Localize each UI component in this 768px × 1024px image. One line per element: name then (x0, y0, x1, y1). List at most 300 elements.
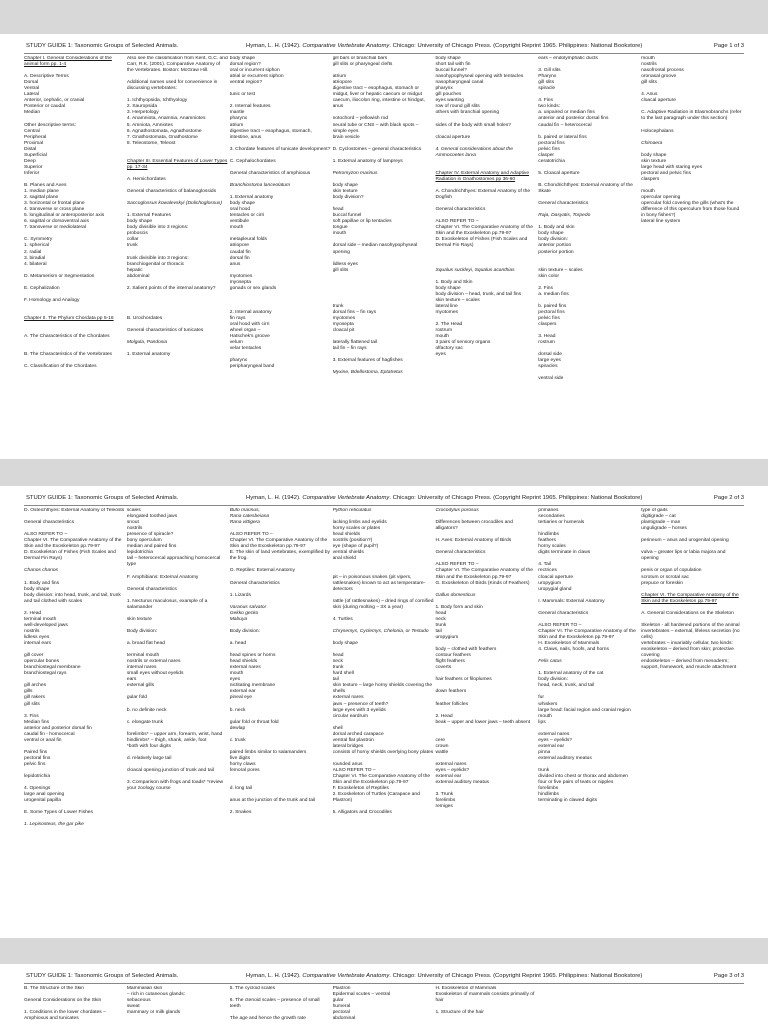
text-line: small eyes without eyelids (126, 671, 184, 677)
text-line: body division: (538, 677, 568, 683)
text-line: rostrum (538, 340, 555, 346)
text-line: vestibule (229, 219, 250, 225)
text-line: proboscis (126, 231, 148, 237)
text-line: A. Hemichordates (126, 176, 166, 182)
text-line: 6. The ctenoid scales – presence of small teeth (229, 998, 320, 1010)
text-line: 3 pairs of sensory organs (435, 340, 491, 346)
page-number: Page 1 of 3 (713, 43, 744, 49)
page-title: STUDY GUIDE 1: Taxonomic Groups of Selected Animals. (26, 973, 179, 979)
text-line: pectoral and pelvic fins (641, 170, 691, 176)
text-line: 3. Herpetology (126, 110, 159, 116)
text-line: 1. spherical (24, 243, 50, 249)
text-line: E. Some Types of Lower Fishes (24, 810, 93, 816)
text-line: femoral pores (229, 768, 260, 774)
text-line: 1. Necturus maculosus, example of a salamander (126, 598, 208, 610)
text-line: crown (435, 743, 449, 749)
text-line: rattle (of rattlesnakes) – dried rings of cornified skin (during molting – 3X a year) (332, 598, 434, 610)
text-line: d. long tail (229, 786, 253, 792)
text-line: lidless eyes (24, 634, 50, 640)
text-line: nostrils (641, 62, 657, 68)
text-line: claspers (538, 322, 557, 328)
text-line: beak – upper and lower jaws – teeth absent (435, 719, 531, 725)
text-line: H. Exoskeleton of Mammals (435, 986, 497, 991)
text-line: 2. Exoskeleton of Turtles (Carapace and Plastron) (332, 792, 420, 804)
text-line: five digits (229, 755, 251, 761)
text-line: 5. Alligators and Crocodiles (332, 810, 392, 816)
text-line: Lateral (24, 92, 39, 98)
text-line: humeral (332, 1004, 351, 1010)
text-line: Varanus salvator (229, 604, 267, 610)
text-line: gill slits (24, 701, 40, 707)
text-line: B. Planes and Axes (24, 182, 67, 188)
text-line: atrium (332, 74, 347, 80)
text-line: divided into chest or thorax and abdomen (538, 774, 629, 780)
text-line: General characteristics (538, 610, 589, 616)
text-line: Chapter VI. The Comparative Anatomy of the Skin and the Exoskeleton pp.79-97 (24, 538, 122, 550)
text-column-6 (538, 986, 641, 1022)
text-line: secondaries (538, 514, 565, 520)
text-line: lidless eyes (332, 261, 358, 267)
text-line: 4. Fins (538, 98, 553, 104)
text-line: gular fold or throat fold (229, 719, 279, 725)
text-line: head (332, 653, 344, 659)
text-line: 4. bilateral (24, 261, 47, 267)
page-header (24, 492, 744, 504)
text-line: pelvic fins (538, 316, 560, 322)
text-line: c. elongate trunk (126, 719, 164, 725)
text-line: vertebrates – invariably cellular, two kinds: (641, 641, 733, 647)
text-line: external nares (229, 665, 261, 671)
text-line: gill slits or pharyngeal clefts (332, 62, 393, 68)
text-line: 7. Gnathostomata, Gnathostome (126, 134, 198, 140)
text-line: nasohypophyseal opening with tentacles (435, 74, 524, 80)
text-columns (24, 56, 744, 383)
text-line: Deep (24, 158, 36, 164)
text-line: myotomes (332, 316, 356, 322)
text-line: ventral flat plastron (332, 737, 374, 743)
text-line: a. broad flat head (126, 641, 165, 647)
text-line: 5. Amniota, Amniotes (126, 122, 173, 128)
text-line: A. Descriptive Terms (24, 74, 69, 80)
text-line: laterally flattened tail (332, 340, 378, 346)
text-line: body division: into head, trunk, and tail, trunk and tail clothed with scales (24, 592, 121, 604)
text-line: gills (24, 689, 33, 695)
text-line: Skeleton - all hardened portions of the animal (641, 622, 740, 628)
text-line: F. Exoskeleton of Reptiles (332, 786, 389, 792)
text-line: 5. Cloacal aperture (538, 170, 580, 176)
text-line: eyes – eyelids? (435, 768, 470, 774)
text-line: nostrils (126, 526, 143, 532)
text-line: B. Urochordates (126, 316, 163, 322)
text-line: external gills (126, 683, 155, 689)
citation: Hyman, L. H. (1942). Comparative Vertebrate Anatomy. Chicago: University of Chicago Press. (Copyright Reprint 1965. Philippines: National Bookstore) (246, 43, 643, 49)
text-line: buccal funnel (332, 213, 362, 219)
text-line: nostrils or external nares (126, 659, 181, 665)
text-line: 3. Comparison with frogs and toads* *review your zoology course (126, 780, 224, 792)
text-line: Petromyzon marinus (332, 170, 378, 176)
text-line: 1. Body and skin (538, 225, 575, 231)
text-line: gular (332, 998, 344, 1004)
text-line: Median (24, 110, 41, 116)
text-line: large anal opening (24, 792, 65, 798)
text-line: external nares (538, 731, 570, 737)
text-line: internal nares (126, 665, 157, 671)
text-line: 1. Structure of the hair (435, 1010, 484, 1016)
text-line: forelimbs (435, 798, 456, 804)
text-line: atriopore (229, 243, 250, 249)
text-column-5 (435, 508, 538, 828)
text-column-1 (24, 508, 127, 828)
text-line: General characteristics of tunicates (126, 328, 204, 334)
text-line: eyes – eyelids? (538, 737, 573, 743)
text-line: collar (126, 237, 139, 243)
text-line: 2. Snakes (229, 810, 252, 816)
text-line: sides of the body with small holes? (435, 122, 512, 128)
text-line: scales (126, 508, 141, 513)
text-line: Python reticulatus (332, 508, 372, 513)
text-line: dorsal arched carapace (332, 731, 384, 737)
text-line: mouth (435, 334, 450, 340)
text-line: 8. Teleostome, Teleost (126, 140, 176, 146)
text-line: gill cover (24, 653, 44, 659)
text-line: four or five pairs of teats or nipples (538, 780, 614, 786)
text-line: head shields (229, 659, 258, 665)
text-line: exoskeleton – derived from skin; protective covering (641, 647, 734, 659)
text-line: Chapter VI. The Comparative Anatomy of the Skin and the Exoskeleton pp.79-97 (332, 774, 431, 786)
text-line: wattle (435, 749, 449, 755)
text-line: head shields (332, 532, 361, 538)
text-line: B. Chondrichthyes: External Anatomy of the Skate (538, 182, 633, 195)
text-line: pharynx (229, 116, 248, 122)
text-line: well-developed jaws (24, 622, 68, 628)
text-line: Median fins (24, 719, 50, 725)
text-line: skin texture (332, 189, 358, 195)
text-columns (24, 986, 744, 1022)
text-line: metapleural folds (229, 237, 267, 243)
text-line: b. no definite neck (126, 707, 167, 713)
text-line: a. unpaired or median fins (538, 110, 595, 116)
text-line: 4. Claws, nails, hoofs, and horns (538, 647, 609, 653)
text-line: skin texture (641, 158, 667, 164)
text-line: external nares (435, 761, 467, 767)
text-line: The age and hence the growth rate (229, 1016, 306, 1022)
text-line: clasper (538, 152, 555, 158)
text-line: oral hood (229, 207, 251, 213)
text-line: D. Metamerism or Segmentation (24, 273, 95, 279)
text-line: body division: (538, 237, 568, 243)
text-line: D. Exoskeleton of Fishes (Fish Scales and Dermal Fin Rays) (435, 237, 528, 249)
text-line: anterior and posterior dorsal fin (24, 725, 92, 731)
text-line: General characteristics (229, 580, 280, 586)
page-number: Page 3 of 3 (713, 973, 744, 979)
text-line: Anterior, cephalic, or cranial (24, 98, 85, 104)
text-line: horny scales (538, 544, 566, 550)
text-line: Superior (24, 164, 43, 170)
text-line: contour feathers (435, 653, 471, 659)
text-line: presence of spiracle? (126, 532, 174, 538)
text-line: 4. transverse or cross plane (24, 207, 85, 213)
text-line: atriopore (332, 80, 352, 86)
text-line: body shape (332, 641, 358, 647)
text-line: 3. Fins (24, 713, 39, 719)
text-line: pharynx (435, 86, 453, 92)
text-line: 2. Sauropsida (126, 104, 158, 110)
text-line: penis or organ of copulation (641, 568, 702, 574)
text-line: whiskers (538, 701, 558, 707)
text-line: brain vesicle (332, 134, 360, 140)
text-line: anus at the junction of the trunk and tail (229, 798, 316, 804)
text-column-4 (333, 508, 436, 828)
text-line: lepidotrichia (24, 774, 51, 780)
text-line: Chapter VI. The Comparative Anatomy of the Skin and the Exoskeleton pp.79-97 (229, 538, 328, 550)
text-line: B. The Characteristics of the Vertebrates (24, 352, 112, 358)
text-line: gonads or sex glands (229, 285, 277, 291)
text-line: Distal (24, 146, 37, 152)
text-line: E. Cephalization (24, 285, 60, 291)
text-line: Saccoglossus kowalevskyi (Dolichoglossus) (126, 201, 222, 207)
text-line: 4. Turtles (332, 616, 353, 622)
text-line: Peripheral (24, 134, 47, 140)
study-guide-page-2 (0, 486, 768, 938)
text-line: General characteristics (538, 201, 589, 207)
text-line: General characteristics of amphioxus (229, 170, 311, 176)
text-line: 2. Head (435, 713, 453, 719)
text-line: C. Symmetry (24, 237, 53, 243)
text-line: ceratotrichia (538, 158, 565, 164)
text-line: head (332, 207, 344, 213)
text-line: 1. External anatomy of the cat (538, 671, 604, 677)
text-line: Other descriptive terms: (24, 122, 76, 128)
text-line: external ear (229, 689, 256, 695)
text-line: pelvic fins (538, 146, 560, 152)
text-line: ventral side (538, 376, 564, 382)
text-line: median and paired fins (126, 544, 177, 550)
text-line: gular fold (126, 695, 147, 701)
text-line: digitigrade – cat (641, 514, 676, 520)
study-guide-page-3 (0, 964, 768, 1024)
text-line: Differences between crocodiles and alligators? (435, 520, 513, 532)
text-line: Also see the classification from Kent, G.C. and Carr, R.K. (2001). Comparative Anatomy of the Vertebrates. Boston: McGraw Hill. (126, 56, 228, 74)
text-line: head (435, 610, 447, 616)
text-line: head spines or horns (229, 653, 276, 659)
text-line: skin texture (126, 616, 152, 622)
text-line: 5. The cycloid scales (229, 986, 276, 991)
text-line: rounded anus (332, 761, 363, 767)
text-line: jaws – presence of teeth? (332, 701, 389, 707)
text-line: notochord – yellowish rod (332, 116, 389, 122)
text-line: mouth (332, 231, 347, 237)
text-line: branchiostegal rays (24, 671, 67, 677)
text-line: 7. transverse or mediolateral (24, 225, 86, 231)
text-line: 3. horizontal or frontal plane (24, 201, 85, 207)
text-line: D. Osteichthyes: External Anatomy of Teleosts (24, 508, 125, 513)
text-line: ALSO REFER TO – (435, 562, 479, 568)
text-line: myotomes (229, 273, 253, 279)
text-line: ears – endolymphatic ducts (538, 56, 598, 61)
text-line: spiracles (538, 364, 558, 370)
text-line: gill arches (24, 683, 47, 689)
text-line: gill pouches (435, 92, 462, 98)
text-line: uropygium (538, 580, 562, 586)
text-line: body – clothed with feathers (435, 647, 497, 653)
text-line: rostrum (435, 328, 453, 334)
text-line: 4. Anus (641, 92, 658, 98)
text-line: paired limbs similar to salamanders (229, 749, 307, 755)
text-line: 1. External anatomy of lampreys (332, 158, 403, 164)
text-line: Posterior or caudal (24, 104, 66, 110)
text-line: opercular fold covering the gills (what's the difference of this operculum from those found in bony fishes?) (641, 201, 740, 219)
text-line: 2. Internal features (229, 104, 271, 110)
text-line: terminal mouth (24, 616, 57, 622)
text-line: 2. The Head (435, 322, 463, 328)
text-line: ventral region? (229, 80, 263, 86)
header-rule (24, 505, 744, 506)
text-line: tail – heterocercal approaching homocercal type (126, 556, 221, 568)
text-line: mouth (641, 56, 655, 61)
text-line: body division? (332, 195, 364, 201)
text-line: neck (435, 616, 446, 622)
text-line: pectoral fins (538, 140, 565, 146)
text-line: F. Amphibians: External Anatomy (126, 574, 199, 580)
text-line: fur (538, 695, 545, 701)
text-line: ALSO REFER TO – (538, 622, 582, 628)
text-line: endoskeleton – derived from mesoderm; support, framework, and muscle attachment (641, 659, 737, 671)
text-line: Gekko gecko (229, 610, 259, 616)
text-column-1 (24, 986, 127, 1022)
text-line: b. paired or lateral fins (538, 134, 587, 140)
text-line: C. Adaptive Radiation in Elasmobranchs (refer to the last paragraph under this section) (641, 110, 742, 122)
text-line: external auditory meatus (435, 780, 489, 786)
text-line: H. Exoskeleton of Mammals (538, 641, 600, 647)
text-line: 1. Lizards (229, 592, 251, 598)
section-heading: Chapter IV. External Anatomy and Adaptive Radiation in Gnathostomes pp 36-60 (435, 170, 530, 182)
text-line: oral or incurrent siphon (229, 68, 280, 74)
study-guide-page-1 (0, 34, 768, 459)
text-line: cloacal aperture (435, 134, 471, 140)
page-header (24, 970, 744, 982)
text-line: Chapter VI. The Comparative Anatomy of the Skin and the Exoskeleton pp.79-97 (435, 225, 533, 237)
text-line: body divisible into 3 regions: (126, 225, 189, 231)
text-line: branchiostegal membrane (24, 665, 81, 671)
text-line: Dorsal (24, 80, 39, 86)
text-line: 4. General considerations about the Ammocoetes larva (435, 146, 513, 158)
text-line: 3. Head (538, 334, 556, 340)
text-line: gill slits (538, 80, 555, 86)
text-line: external ear (435, 774, 462, 780)
text-line: soft papillae or lip tentacles (332, 219, 392, 225)
text-line: Body division: (229, 628, 260, 634)
text-line: body shape (435, 56, 461, 61)
text-line: digestive tract – esophagus, stomach, intestine, anus (229, 128, 312, 140)
text-line: posterior portion (538, 249, 574, 255)
text-line: F. Homology and Analogy (24, 297, 80, 303)
text-line: coverts (435, 665, 452, 671)
text-line: opercular bones (24, 659, 60, 665)
text-line: velum (229, 340, 243, 346)
text-line: pectoral fins (538, 309, 565, 315)
text-column-6 (538, 508, 641, 828)
text-line: dorsal fin (229, 255, 250, 261)
text-line: body shape (332, 182, 358, 188)
text-line: body shape (435, 285, 461, 291)
text-line: digits terminate in claws (538, 550, 591, 556)
text-line: A. General Considerations on the Skeleton (641, 610, 734, 616)
text-line: D. Cyclostomes – general characteristics (332, 146, 422, 152)
page-title: STUDY GUIDE 1: Taxonomic Groups of Selected Animals. (26, 43, 179, 49)
text-line: Branchiostoma lanceolatum (229, 182, 291, 188)
text-line: nasopharyngeal canal (435, 80, 484, 86)
text-line: abdominal (332, 1016, 356, 1022)
citation: Hyman, L. H. (1942). Comparative Vertebrate Anatomy. Chicago: University of Chicago Press. (Copyright Reprint 1965. Philippines: National Bookstore) (246, 973, 643, 979)
text-line: atrium (229, 122, 244, 128)
section-heading: Chapter II. The Phylum Chordata pp 5-16 (24, 316, 114, 322)
section-heading: Chapter III. Essential Features of Lower Types pp. 17-34 (126, 158, 228, 170)
text-column-5 (435, 56, 538, 383)
text-line: external ear (538, 743, 565, 749)
text-line: trunk (435, 622, 447, 628)
text-line: prepuce or foreskin (641, 580, 684, 586)
text-line: body shape (229, 56, 256, 61)
text-line: C. Classification of the Chordates (24, 364, 97, 370)
text-line: hindlimbs* – thigh, shank, ankle, foot (126, 737, 207, 743)
text-line: Plastron (332, 986, 351, 991)
text-line: Molgula, Pandosia (126, 340, 168, 346)
text-line: Crocodylus porosus (435, 508, 479, 513)
text-line: spiracle (538, 86, 556, 92)
text-line: b. paired fins (538, 303, 567, 309)
text-line: 3. External features of hagfishes (332, 358, 403, 364)
text-line: velar tentacles (229, 346, 262, 352)
text-line: forelimbs (538, 786, 559, 792)
text-line: dorsal side – median nasohypophyseal opening (332, 243, 418, 255)
text-line: lacking limbs and eyelids (332, 520, 387, 526)
text-line: Ventral (24, 86, 40, 92)
text-line: Hatschek's groove (229, 334, 270, 340)
text-line: tertiaries or humerals (538, 520, 585, 526)
text-line: olfactory sac (435, 346, 463, 352)
text-line: invertebrates – external, lifeless secretion (no cells) (641, 628, 740, 640)
text-line: flight feathers (435, 659, 465, 665)
text-line: Gallus domesticus (435, 592, 476, 598)
text-line: eyes (229, 677, 241, 683)
text-line: Exoskeleton of mammals consists primarily of hair (435, 992, 535, 1004)
text-line: tunic or test (229, 92, 255, 98)
text-line: anal shield (332, 556, 356, 562)
text-line: Rana catesbeiana (229, 514, 270, 520)
text-line: pharynx (229, 358, 248, 364)
text-line: gill bars or branchial bars (332, 56, 388, 61)
text-line: 2. Head (24, 610, 42, 616)
text-line: 4. Tail (538, 562, 551, 568)
text-line: anterior portion (538, 243, 572, 249)
text-line: abdominal (126, 273, 150, 279)
text-line: oral hood with cirri (229, 322, 270, 328)
text-line: trunk (332, 665, 344, 671)
text-line: digestive tract – esophagus, stomach or midgut, liver or hepatic caecum or midgut caecum, iliocolon ring, intestine or hindgut, anus (332, 86, 426, 110)
text-line: terminating in clawed digits (538, 798, 598, 804)
text-line: ALSO REFER TO – (24, 532, 68, 538)
text-line: hindlimbs (538, 532, 559, 538)
text-line: branchiogenital or thoracic (126, 261, 185, 267)
text-line: mouth (229, 225, 244, 231)
text-line: skin texture – large horny shields covering the shells (332, 683, 433, 695)
text-line: buccal funnel? (435, 68, 467, 74)
text-column-5 (435, 986, 538, 1022)
text-column-4 (333, 986, 436, 1022)
text-line: 1. Ichthyopsida, Ichthyology (126, 98, 188, 104)
text-line: 1. Lepisosteus, the gar pike (24, 822, 84, 828)
text-line: ALSO REFER TO – (435, 219, 479, 225)
